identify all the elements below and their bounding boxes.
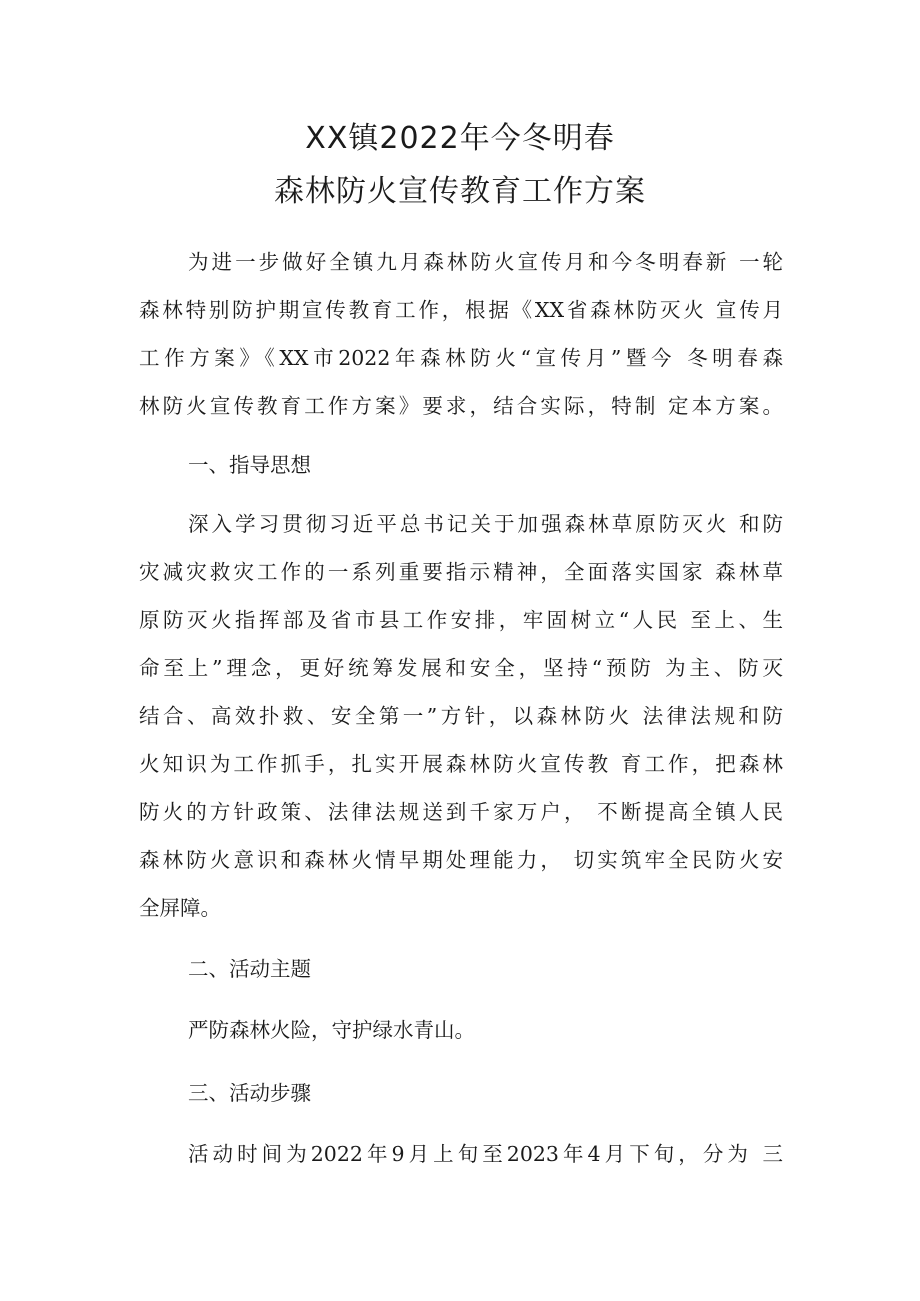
paragraph-line: 原防灭火指挥部及省市县工作安排，牢固树立“人民 至上、生 — [139, 608, 783, 632]
section-heading-activity-theme: 二、活动主题 — [188, 957, 311, 981]
paragraph-line: 为进一步做好全镇九月森林防火宣传月和今冬明春新 一轮 — [188, 250, 783, 274]
paragraph-line: 命至上”理念，更好统筹发展和安全，坚持“预防 为主、防灭 — [139, 656, 783, 680]
paragraph-line: 工作方案》《XX市2022年森林防火“宣传月”暨今 冬明春森 — [139, 346, 783, 370]
paragraph-line: 森林防火意识和森林火情早期处理能力， 切实筑牢全民防火安 — [139, 848, 783, 872]
paragraph-line: 灾减灾救灾工作的一系列重要指示精神，全面落实国家 森林草 — [139, 560, 783, 584]
paragraph-line: 全屏障。 — [139, 896, 221, 920]
section-heading-activity-steps: 三、活动步骤 — [188, 1081, 311, 1105]
document-title-line-2: 森林防火宣传教育工作方案 — [274, 174, 646, 209]
paragraph-line: 活动时间为2022年9月上旬至2023年4月下旬，分为 三 — [188, 1142, 783, 1166]
paragraph-line: 森林特别防护期宣传教育工作，根据《XX省森林防灭火 宣传月 — [139, 298, 783, 322]
activity-theme-text: 严防森林火险，守护绿水青山。 — [188, 1018, 475, 1042]
paragraph-line: 防火的方针政策、法律法规送到千家万户， 不断提高全镇人民 — [139, 800, 783, 824]
paragraph-line: 林防火宣传教育工作方案》要求，结合实际，特制 定本方案。 — [139, 394, 783, 418]
paragraph-line: 火知识为工作抓手，扎实开展森林防火宣传教 育工作，把森林 — [139, 752, 783, 776]
paragraph-line: 深入学习贯彻习近平总书记关于加强森林草原防灭火 和防 — [188, 512, 783, 536]
document-title-line-1: XX镇2022年今冬明春 — [305, 121, 615, 156]
paragraph-line: 结合、高效扑救、安全第一”方针，以森林防火 法律法规和防 — [139, 704, 783, 728]
section-heading-guiding-ideology: 一、指导思想 — [188, 453, 311, 477]
